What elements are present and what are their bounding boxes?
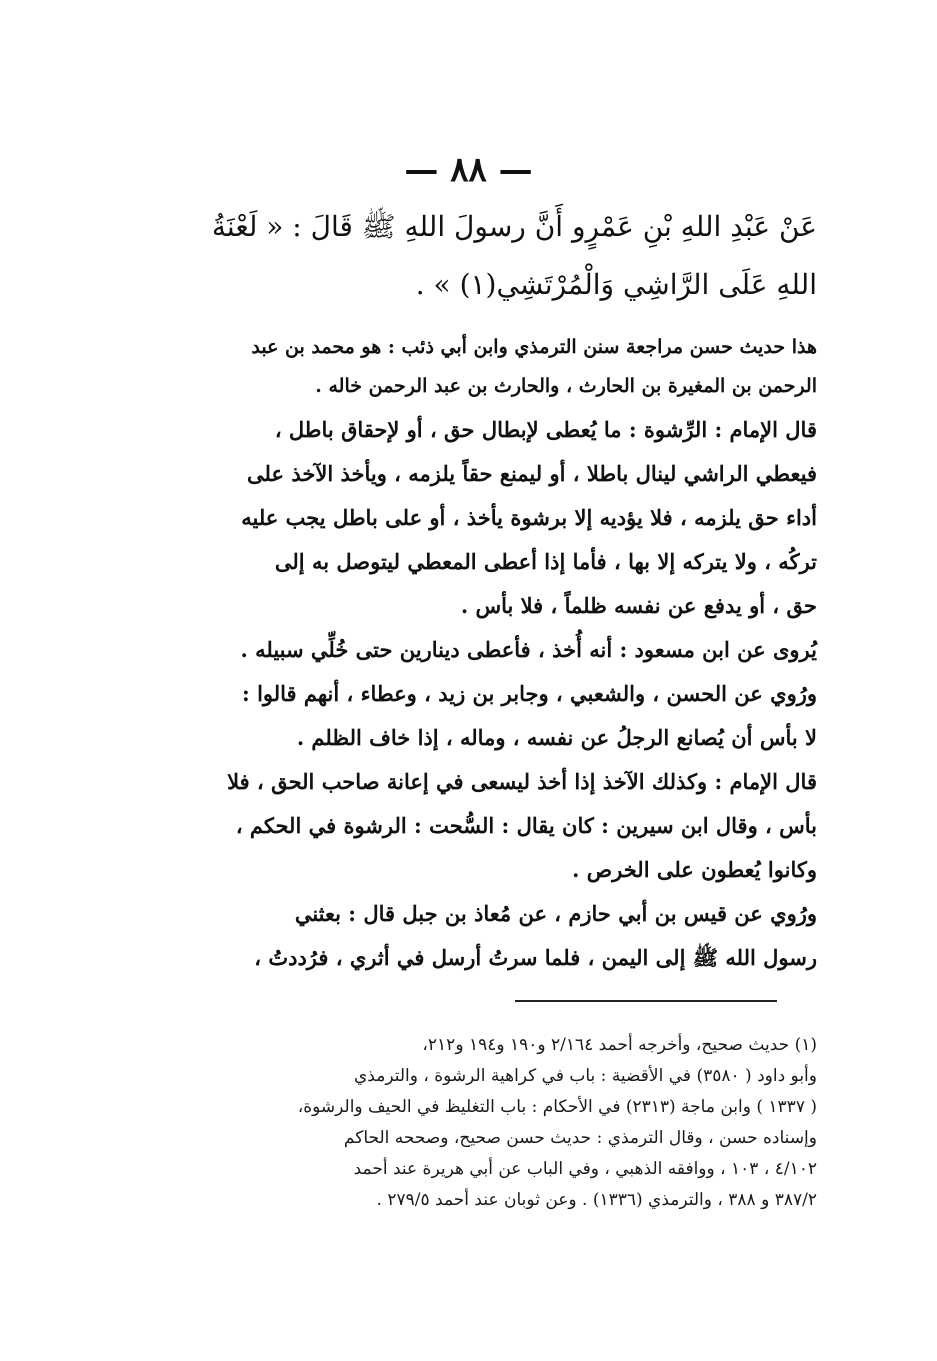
paragraph-line: يُروى عن ابن مسعود : أنه أُخذ ، فأعطى دينارين حتى خُلِّي سبيله .: [240, 637, 817, 662]
paragraph-bribery-definition: [118, 408, 817, 628]
paragraph-line: أداء حق يلزمه ، فلا يؤديه إلا برشوة يأخذ ، أو على باطل يجب عليه: [241, 505, 817, 530]
hadith-line: اللهِ عَلَى الرَّاشِي وَالْمُرْتَشِي(١) » .: [415, 268, 817, 301]
footnote-line: (١) حديث صحيح، وأخرجه أحمد ٢/١٦٤ و١٩٠ و١٩٤ و٢١٢،: [422, 1035, 817, 1055]
paragraph-line: حق ، أو يدفع عن نفسه ظلماً ، فلا بأس .: [460, 593, 817, 618]
hadith-text: [118, 198, 817, 314]
footnote-line: وأبو داود ( ٣٥٨٠) في الأقضية : باب في كراهية الرشوة ، والترمذي: [353, 1066, 817, 1086]
paragraph-line: تركُه ، ولا يتركه إلا بها ، فأما إذا أعطى المعطي ليتوصل به إلى: [274, 549, 817, 574]
footnote-line: ( ١٣٣٧ ) وابن ماجة (٢٣١٣) في الأحكام : باب التغليظ في الحيف والرشوة،: [297, 1097, 817, 1117]
paragraph-line: فيعطي الراشي لينال باطلا ، أو ليمنع حقاً يلزمه ، ويأخذ الآخذ على: [247, 461, 817, 486]
footnote-line: وإسناده حسن ، وقال الترمذي : حديث حسن صحيح، وصححه الحاكم: [343, 1128, 817, 1148]
paragraph-ibn-sirin: [118, 760, 817, 892]
paragraph-line: لا بأس أن يُصانع الرجلُ عن نفسه ، وماله ، إذا خاف الظلم .: [296, 725, 817, 750]
paragraph-ibn-masud: [118, 628, 817, 760]
paragraph-line: وكانوا يُعطون على الخرص .: [572, 857, 817, 882]
footnote: [125, 1030, 817, 1216]
footnote-separator: [515, 1000, 777, 1002]
hadith-grading: [118, 328, 817, 406]
grading-line: الرحمن بن المغيرة بن الحارث ، والحارث بن عبد الرحمن خاله .: [315, 375, 817, 397]
paragraph-line: ورُوي عن الحسن ، والشعبي ، وجابر بن زيد ، وعطاء ، أنهم قالوا :: [242, 681, 817, 706]
paragraph-line: رسول الله ﷺ إلى اليمن ، فلما سرتُ أرسل في أثري ، فرُددتُ ،: [254, 945, 817, 970]
paragraph-line: قال الإمام : وكذلك الآخذ إذا أخذ ليسعى في إعانة صاحب الحق ، فلا: [227, 769, 817, 794]
footnote-line: ٣٨٧/٢ و ٣٨٨ ، والترمذي (١٣٣٦) . وعن ثوبان عند أحمد ٢٧٩/٥ .: [376, 1190, 817, 1210]
paragraph-line: قال الإمام : الرِّشوة : ما يُعطى لإبطال حق ، أو لإحقاق باطل ،: [274, 417, 817, 442]
paragraph-line: ورُوي عن قيس بن أبي حازم ، عن مُعاذ بن جبل قال : بعثني: [294, 901, 817, 926]
hadith-line: عَنْ عَبْدِ اللهِ بْنِ عَمْرٍو أَنَّ رسولَ اللهِ ﷺ قَالَ : « لَعْنَةُ: [211, 210, 817, 243]
grading-line: هذا حديث حسن مراجعة سنن الترمذي وابن أبي ذئب : هو محمد بن عبد: [251, 336, 817, 358]
page-number: — ٨٨ —: [404, 150, 533, 190]
paragraph-muadh: [118, 892, 817, 980]
footnote-line: ٤/١٠٢ ، ١٠٣ ، ووافقه الذهبي ، وفي الباب عن أبي هريرة عند أحمد: [353, 1159, 817, 1179]
paragraph-line: بأس ، وقال ابن سيرين : كان يقال : السُّحت : الرشوة في الحكم ،: [235, 813, 817, 838]
